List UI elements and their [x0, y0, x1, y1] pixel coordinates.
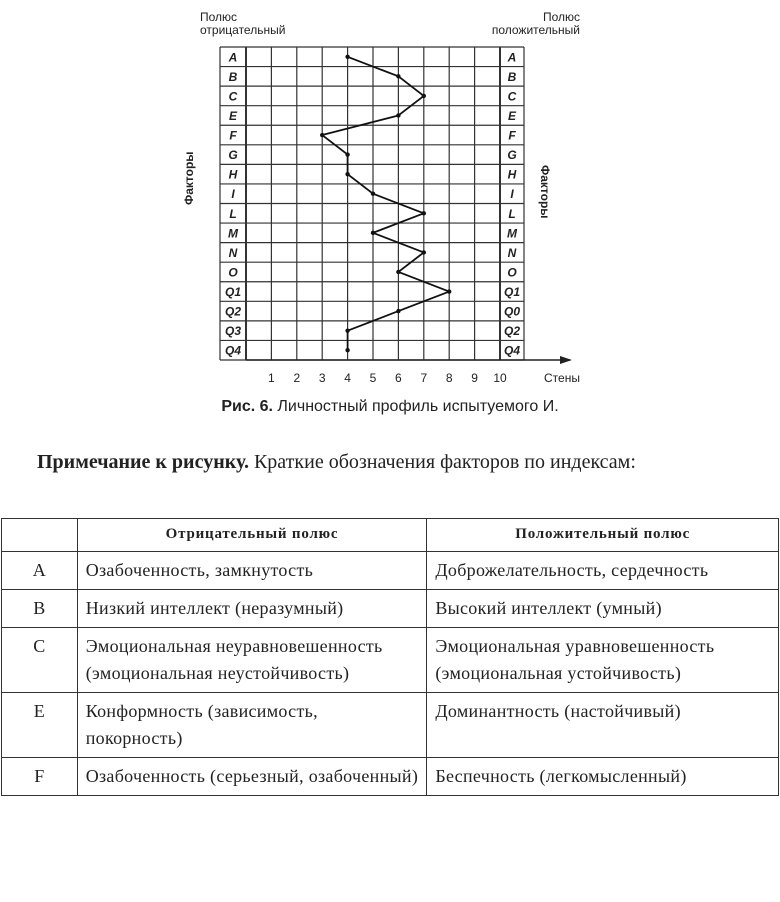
x-tick-label: 9	[471, 371, 478, 385]
factor-label-right: E	[507, 108, 517, 123]
profile-point	[422, 250, 426, 254]
profile-point	[345, 152, 349, 156]
factor-label-left: Q1	[224, 285, 242, 300]
factor-label-right: N	[507, 245, 517, 260]
positive-pole: Доброжелательность, сердечность	[427, 552, 779, 590]
profile-point	[345, 328, 349, 332]
profile-point	[320, 133, 324, 137]
factor-label-right: C	[507, 89, 517, 104]
figure-caption-prefix: Рис. 6.	[221, 398, 273, 415]
profile-point	[345, 55, 349, 59]
factor-label-left: H	[228, 167, 238, 182]
x-tick-label: 2	[293, 371, 301, 385]
profile-point	[447, 289, 451, 293]
factors-axis-label-left: Факторы	[182, 151, 196, 205]
table-header-row	[2, 519, 779, 552]
table-row	[2, 590, 779, 628]
positive-pole: Эмоциональная уравновешенность (эмоциональная устойчивость)	[427, 628, 779, 693]
factor-label-right: F	[508, 128, 516, 143]
x-tick-label: 1	[268, 371, 275, 385]
figure-caption	[0, 398, 780, 416]
x-tick-label: 8	[445, 371, 453, 385]
factor-label-right: L	[508, 206, 516, 221]
factor-index: A	[2, 552, 78, 590]
profile-point	[422, 94, 426, 98]
personality-profile-figure	[180, 5, 600, 395]
factor-index: E	[2, 693, 78, 758]
factor-label-left: Q3	[224, 324, 242, 339]
factor-label-left: A	[228, 50, 238, 65]
factor-label-left: Q2	[224, 304, 242, 319]
factor-label-left: E	[228, 108, 238, 123]
figure-caption-text: Личностный профиль испытуемого И.	[277, 398, 559, 415]
x-axis-label: Стены	[544, 371, 580, 385]
factor-label-right: H	[507, 167, 517, 182]
table-row	[2, 628, 779, 693]
positive-pole: Высокий интеллект (умный)	[427, 590, 779, 628]
factor-index: C	[2, 628, 78, 693]
factor-label-right: G	[507, 148, 517, 163]
x-axis-arrow	[560, 356, 572, 364]
table-header-index	[2, 519, 78, 552]
profile-point	[396, 74, 400, 78]
x-tick-label: 5	[369, 371, 377, 385]
factors-axis-label-right: Факторы	[538, 165, 552, 219]
negative-pole: Низкий интеллект (неразумный)	[77, 590, 427, 628]
table-row	[2, 758, 779, 796]
factor-label-right: Q4	[503, 343, 521, 358]
factor-label-right: I	[510, 187, 514, 202]
negative-pole: Озабоченность (серьезный, озабоченный)	[77, 758, 427, 796]
factor-label-right: B	[507, 69, 517, 84]
positive-pole: Доминантность (настойчивый)	[427, 693, 779, 758]
profile-point	[422, 211, 426, 215]
factor-label-right: Q2	[503, 324, 521, 339]
profile-point	[345, 348, 349, 352]
profile-point	[345, 172, 349, 176]
factor-index: B	[2, 590, 78, 628]
figure-note	[37, 448, 765, 476]
factor-label-right: Q1	[503, 285, 521, 300]
factor-label-left: M	[228, 226, 238, 241]
x-tick-label: 6	[395, 371, 402, 385]
table-row	[2, 552, 779, 590]
factor-label-right: Q0	[503, 304, 521, 319]
negative-pole: Эмоциональная неуравновешенность (эмоциональная неустойчивость)	[77, 628, 427, 693]
profile-chart	[180, 5, 600, 395]
factor-label-left: O	[228, 265, 238, 280]
profile-point	[396, 270, 400, 274]
pole-positive-label: Полюс положительный	[491, 10, 580, 37]
x-tick-label: 3	[318, 371, 326, 385]
factor-label-right: O	[507, 265, 517, 280]
factor-index: F	[2, 758, 78, 796]
factor-label-left: I	[231, 187, 235, 202]
factor-label-right: M	[507, 226, 517, 241]
note-text: Краткие обозначения факторов по индексам:	[253, 451, 636, 473]
factor-label-right: A	[507, 50, 517, 65]
table-header-negative: Отрицательный полюс	[77, 519, 427, 552]
profile-point	[396, 113, 400, 117]
negative-pole: Озабоченность, замкнутость	[77, 552, 427, 590]
table-header-positive: Положительный полюс	[427, 519, 779, 552]
profile-point	[371, 192, 375, 196]
factor-label-left: C	[228, 89, 238, 104]
x-tick-label: 4	[344, 371, 351, 385]
factor-label-left: Q4	[224, 343, 242, 358]
negative-pole: Конформность (зависимость, покорность)	[77, 693, 427, 758]
profile-point	[371, 231, 375, 235]
pole-negative-label: Полюс отрицательный	[200, 10, 286, 37]
factor-label-left: L	[229, 206, 237, 221]
x-tick-label: 10	[493, 371, 507, 385]
positive-pole: Беспечность (легкомысленный)	[427, 758, 779, 796]
x-tick-label: 7	[420, 371, 428, 385]
factor-label-left: N	[228, 245, 238, 260]
table-row	[2, 693, 779, 758]
factor-label-left: F	[229, 128, 237, 143]
note-lead: Примечание к рисунку.	[37, 451, 249, 473]
factors-table	[1, 518, 779, 796]
profile-point	[396, 309, 400, 313]
factor-label-left: G	[228, 148, 238, 163]
factor-label-left: B	[228, 69, 238, 84]
